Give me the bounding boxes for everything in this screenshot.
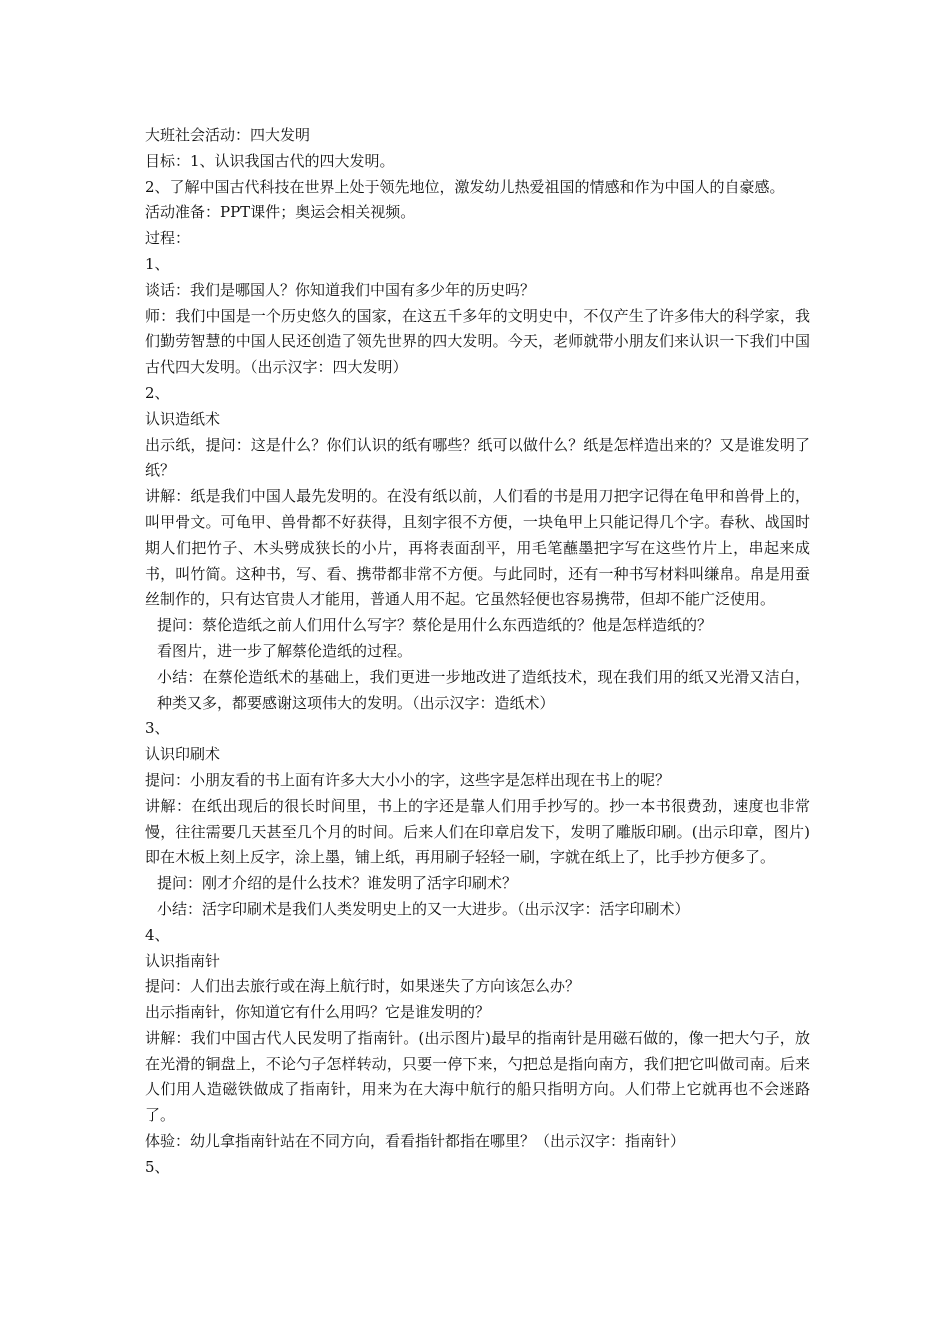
process-heading: 过程：	[145, 229, 191, 248]
paragraph: 讲解：纸是我们中国人最先发明的。在没有纸以前，人们看的书是用刀把字记得在龟甲和兽骨上的，叫甲骨文。可龟甲、兽骨都不好获得，且刻字很不方便，一块龟甲上只能记得几个字。春秋、战国时期人们把竹子、木头劈成狭长的小片，再将表面刮平，用毛笔蘸墨把字写在这些竹片上，串起来成书，叫竹简。这种书，写、看、携带都非常不方便。与此同时，还有一种书写材料叫缣帛。帛是用蚕丝制作的，只有达官贵人才能用，普通人用不起。它虽然轻便也容易携带，但却不能广泛使用。	[145, 487, 810, 609]
paragraph: 谈话：我们是哪国人？你知道我们中国有多少年的历史吗？	[145, 280, 536, 299]
paragraph: 提问：小朋友看的书上面有许多大大小小的字，这些字是怎样出现在书上的呢？	[145, 770, 671, 789]
paragraph: 小结：在蔡伦造纸术的基础上，我们更进一步地改进了造纸技术，现在我们用的纸又光滑又洁白，种类又多，都要感谢这项伟大的发明。（出示汉字：造纸术）	[157, 667, 810, 712]
paragraph: 师：我们中国是一个历史悠久的国家，在这五千多年的文明史中，不仅产生了许多伟大的科学家，我们勤劳智慧的中国人民还创造了领先世界的四大发明。今天，老师就带小朋友们来认识一下我们中国古代四大发明。（出示汉字：四大发明）	[145, 306, 810, 377]
paragraph: 出示纸，提问：这是什么？你们认识的纸有哪些？纸可以做什么？纸是怎样造出来的？又是谁发明了纸？	[145, 435, 810, 480]
step-number: 1、	[145, 254, 170, 273]
goal-line-1: 目标：1、认识我国古代的四大发明。	[145, 151, 395, 170]
paragraph: 讲解：在纸出现后的很长时间里，书上的字还是靠人们用手抄写的。抄一本书很费劲，速度也非常慢，往往需要几天甚至几个月的时间。后来人们在印章启发下，发明了雕版印刷。(出示印章，图片)即在木板上刻上反字，涂上墨，铺上纸，再用刷子轻轻一刷，字就在纸上了，比手抄方便多了。	[145, 796, 810, 867]
paragraph: 提问：人们出去旅行或在海上航行时，如果迷失了方向该怎么办？	[145, 977, 581, 996]
preparation-line: 活动准备：PPT课件；奥运会相关视频。	[145, 203, 416, 222]
paragraph: 体验：幼儿拿指南针站在不同方向，看看指针都指在哪里？（出示汉字：指南针）	[145, 1132, 686, 1151]
goal-line-2: 2、了解中国古代科技在世界上处于领先地位，激发幼儿热爱祖国的情感和作为中国人的自豪感。	[145, 177, 785, 196]
step-number: 3、	[145, 719, 170, 738]
paragraph: 讲解：我们中国古代人民发明了指南针。(出示图片)最早的指南针是用磁石做的，像一把大勺子，放在光滑的铜盘上，不论勺子怎样转动，只要一停下来，勺把总是指向南方，我们把它叫做司南。后来人们用人造磁铁做成了指南针，用来为在大海中航行的船只指明方向。人们带上它就再也不会迷路了。	[145, 1028, 810, 1125]
document-title: 大班社会活动：四大发明	[145, 126, 311, 144]
paragraph: 提问：蔡伦造纸之前人们用什么写字？蔡伦是用什么东西造纸的？他是怎样造纸的？	[157, 616, 713, 635]
section-heading: 认识造纸术	[145, 409, 221, 428]
step-number: 4、	[145, 925, 170, 944]
document-page	[145, 123, 810, 1181]
section-heading: 认识指南针	[145, 951, 221, 970]
section-heading: 认识印刷术	[145, 745, 221, 764]
paragraph: 小结：活字印刷术是我们人类发明史上的又一大进步。（出示汉字：活字印刷术）	[157, 899, 690, 918]
paragraph: 出示指南针，你知道它有什么用吗？它是谁发明的？	[145, 1003, 491, 1022]
paragraph: 看图片，进一步了解蔡伦造纸的过程。	[157, 641, 413, 660]
paragraph: 提问：刚才介绍的是什么技术？谁发明了活字印刷术？	[157, 874, 518, 893]
step-number: 2、	[145, 383, 170, 402]
step-number: 5、	[145, 1157, 170, 1176]
